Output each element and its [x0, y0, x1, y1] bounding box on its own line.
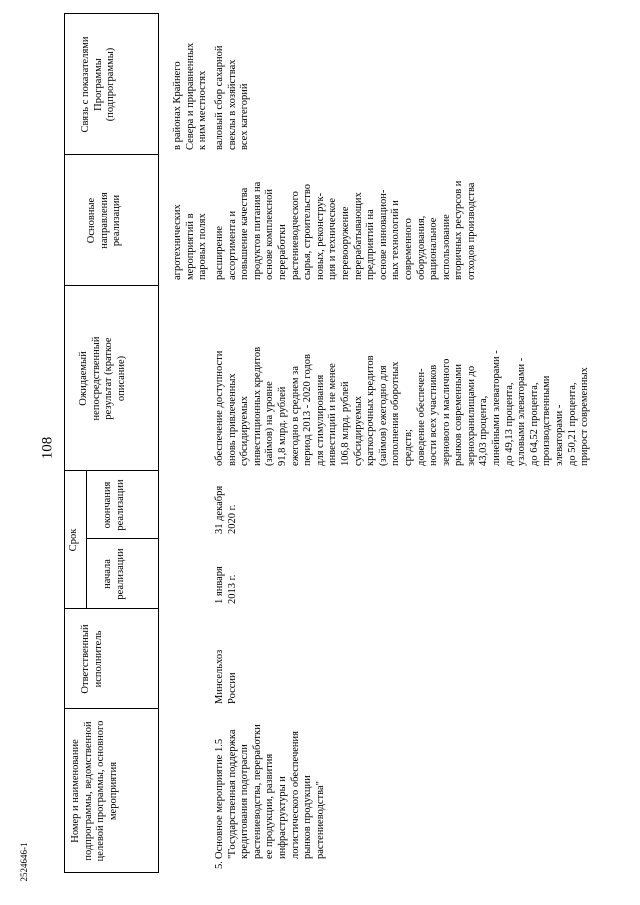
activity-name: Основное мероприятие 1.5 "Государственная поддержка кредитования подотрасли растениеводства, переработки ее продукции, развития инфраструктуры и логистического обеспечения рынков продукции растениеводства" [214, 724, 326, 859]
header-indicators: Связь с показателями Программы (подпрограммы) [80, 36, 117, 133]
header-program-name: Номер и наименование подпрограммы, ведомственной целевой программы, основного мероприятия [70, 720, 119, 862]
header-end: окончания реализации [102, 479, 126, 531]
term-header-divider [86, 471, 87, 609]
header-bottom-border [158, 13, 159, 873]
end-date: 31 декабря 2020 г. [214, 485, 238, 534]
program-indicator: валовый сбор сахарной свеклы в хозяйствах всех категорий [214, 45, 251, 150]
table-grid [64, 13, 624, 873]
header-result: Ожидаемый непосредственный результат (краткое описание) [78, 336, 127, 421]
continuation-directions: агротехнических мероприятий в паровых полях [172, 204, 209, 280]
page-number: 108 [39, 436, 56, 460]
document-code: 2524646-1 [19, 842, 29, 882]
header-executor: Ответственный исполнитель [80, 624, 104, 694]
header-start: начала реализации [102, 548, 126, 600]
header-top-border [64, 13, 65, 873]
main-directions: расширение ассортимента и повышение качества продуктов питания на основе комплексной переработки растениеводческого сырья, строительство новых, реконструк- ция и техническое перевооружение перерабатывающих предприятий на основе инновацион- ных технологий и современного оборудования, рациональное использование вторичных ресурсов и отходов производства [214, 180, 477, 280]
expected-result: обеспечение доступности вновь привлеченных субсидируемых инвестиционных кредитов (займов) на уровне 91,8 млрд. рублей ежегодно в среднем за период 2013 - 2020 годов для стимулирования инвестиций и не менее 106,8 млрд. рублей субсидируемых краткосрочных кредитов (займов) ежегодно для пополнения оборотных средств; доведение обеспечен- ности всех участников зернового и масличного рынков современными зернохранилищами до 43,03 процента, линейными элеваторами - до 49,13 процента, узловыми элеваторами - до 64,52 процента, производственными элеваторами - до 50,21 процента, прирост современных [214, 346, 591, 466]
header-directions: Основные направления реализации [86, 192, 123, 249]
start-date: 1 января 2013 г. [214, 566, 238, 604]
header-term: Срок [68, 528, 79, 552]
program-table [64, 13, 624, 873]
continuation-indicator: в районах Крайнего Севера и приравненных к ним местностях [172, 42, 209, 150]
responsible-executor: Минсельхоз России [214, 649, 238, 704]
row-number: 5. [214, 861, 225, 869]
